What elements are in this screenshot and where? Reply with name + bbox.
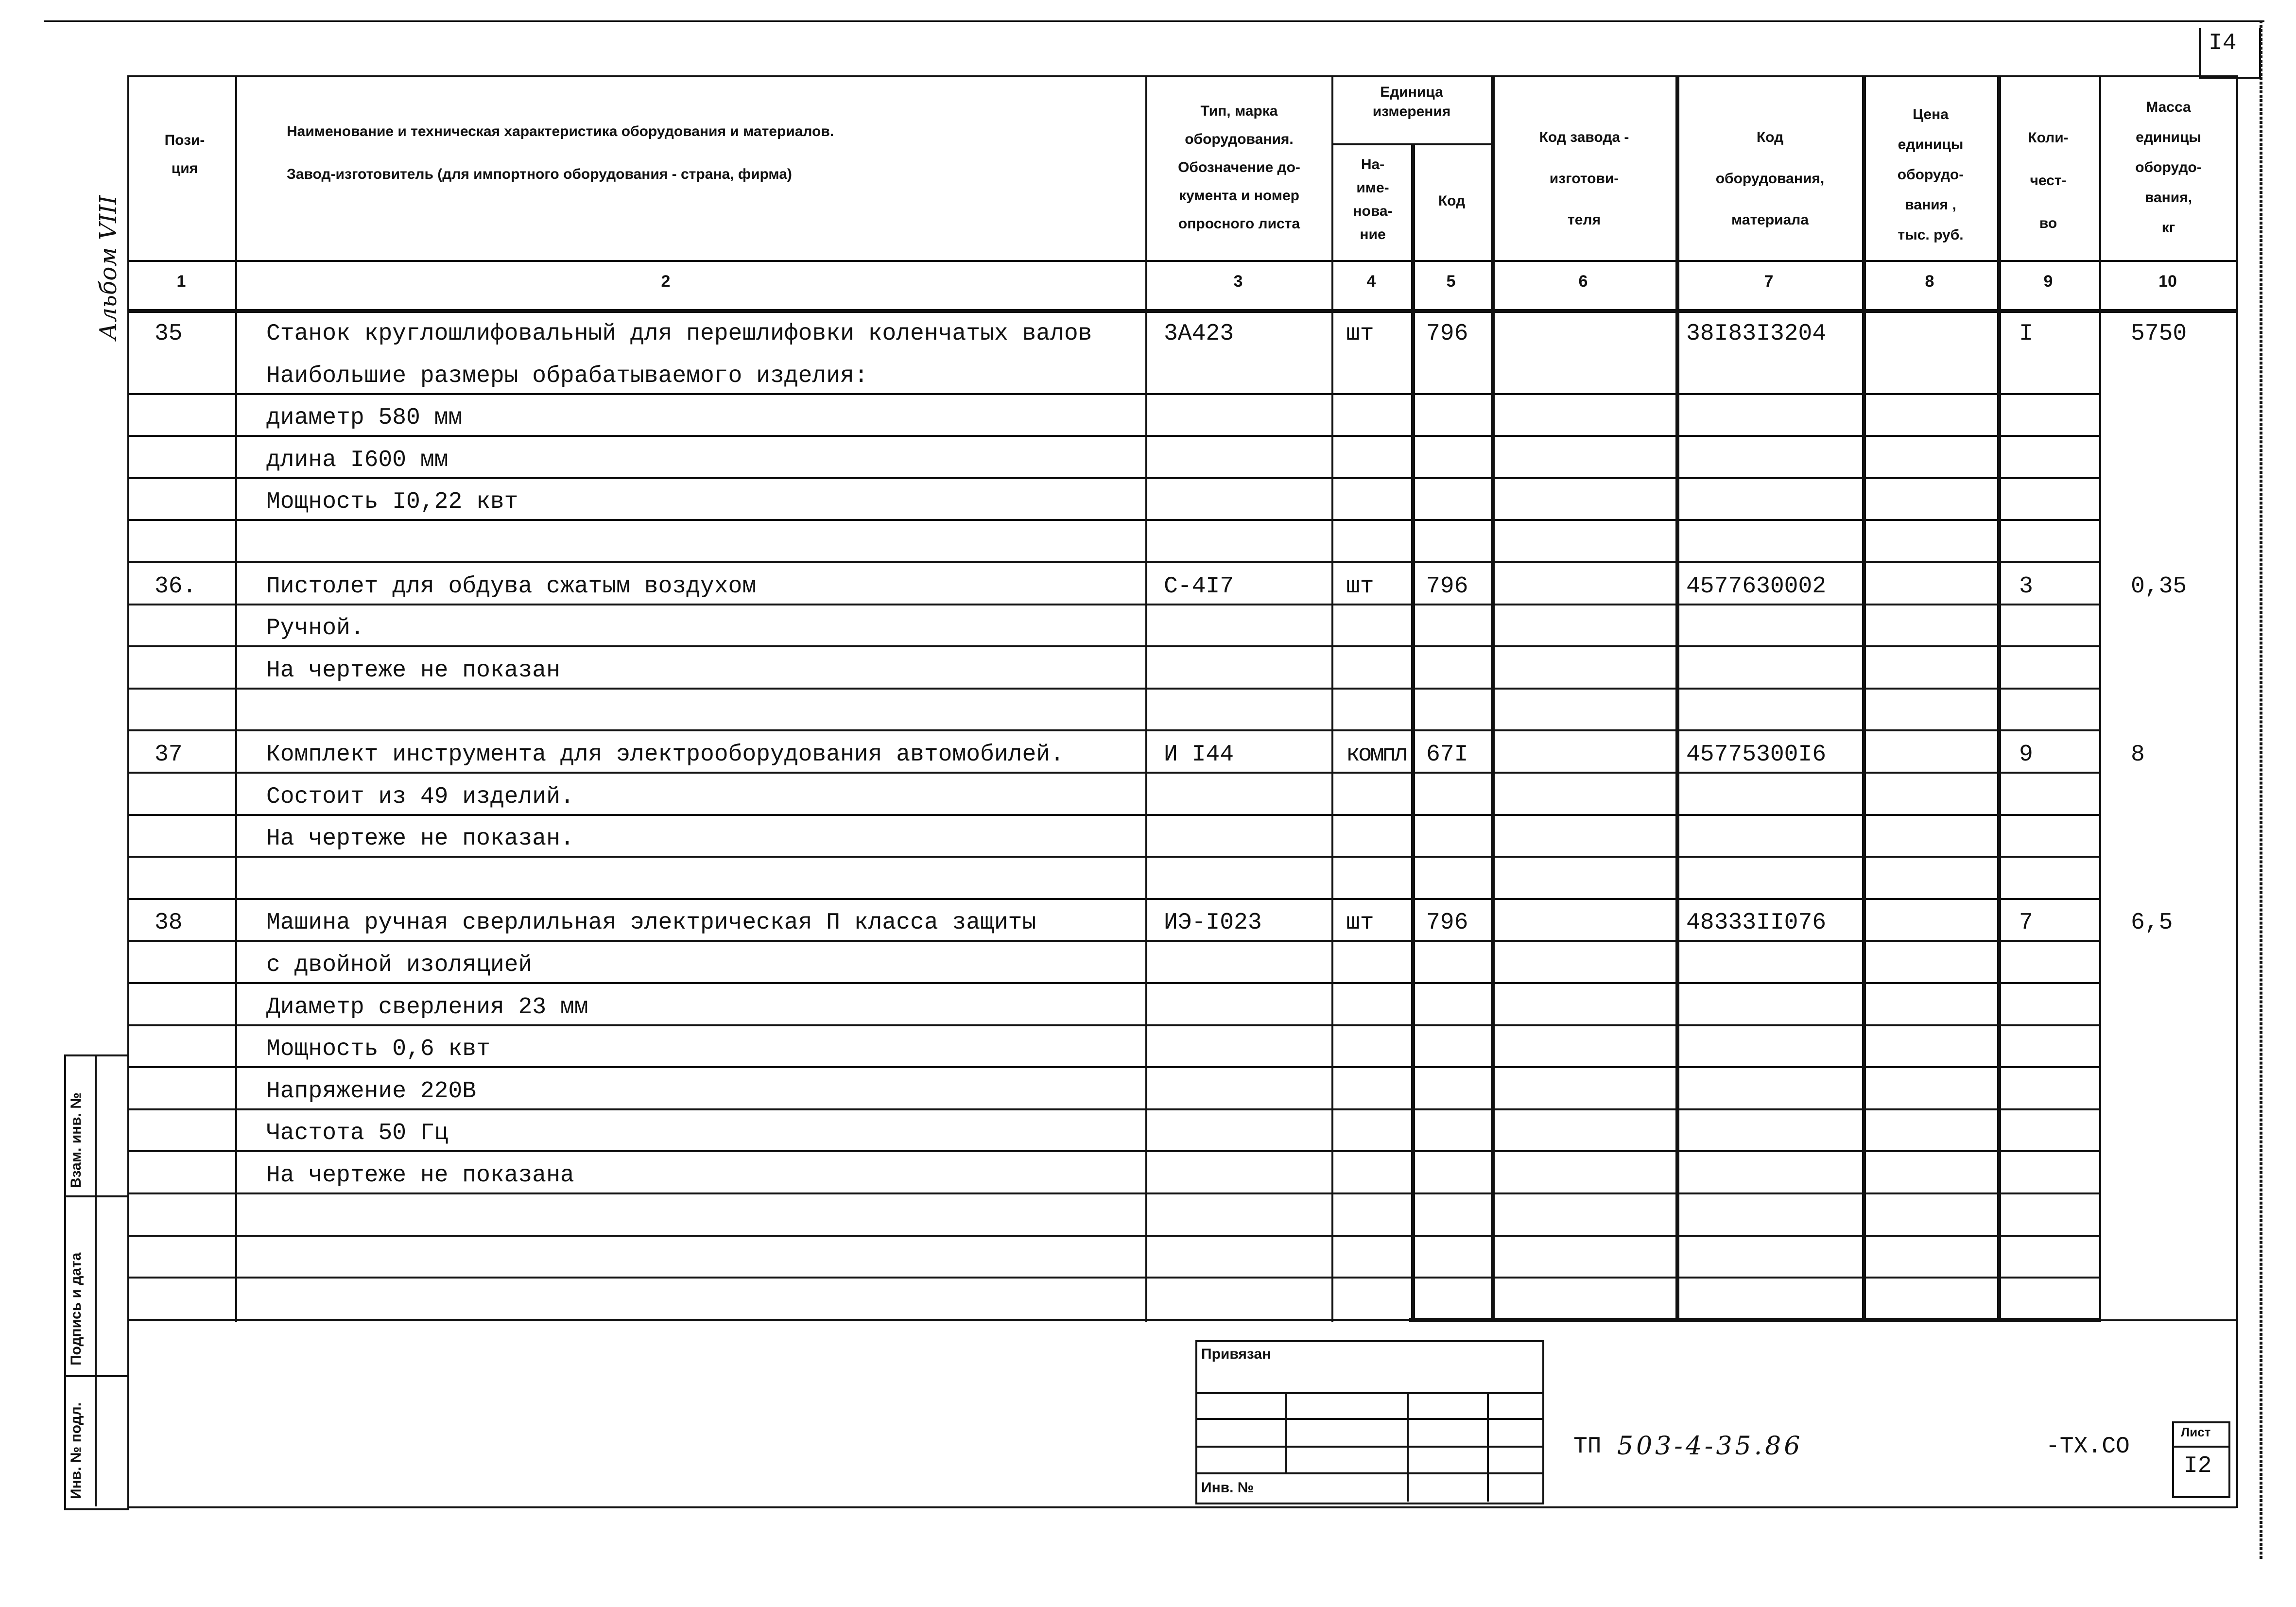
attached-stamp-line-4 — [1195, 1472, 1542, 1474]
row-line — [127, 1277, 2100, 1279]
inv-label: Инв. № — [1201, 1480, 1254, 1496]
row-line — [127, 477, 2100, 479]
table-bottom-line — [127, 1506, 2236, 1508]
row-unit: шт — [1346, 573, 1374, 600]
col-line-5 — [1491, 75, 1495, 1322]
unit-subheader-line — [1331, 143, 1491, 145]
header-bottom-line — [127, 260, 2236, 262]
row-line — [127, 604, 2100, 605]
attached-stamp-line-3 — [1195, 1446, 1542, 1448]
doc-code-main: 503-4-35.86 — [1617, 1432, 1803, 1461]
row-name: Ручной. — [266, 615, 364, 642]
col-num-6: 6 — [1578, 272, 1588, 291]
row-line — [127, 982, 2100, 984]
sheet-box-divider — [2172, 1446, 2228, 1448]
attached-label: Привязан — [1201, 1346, 1271, 1362]
row-unit: шт — [1346, 910, 1374, 936]
top-border-line — [44, 20, 2264, 22]
row-position: 37 — [155, 742, 183, 768]
header-type: Тип, марка оборудования. Обозначение до- кумента и номер опросного листа — [1178, 103, 1300, 232]
row-line — [127, 645, 2100, 647]
row-mass: 6,5 — [2131, 910, 2173, 936]
row-line — [127, 1024, 2100, 1026]
table-right-line — [2236, 75, 2238, 1508]
row-type: ИЭ-I023 — [1164, 910, 1262, 936]
row-name: Мощность 0,6 квт — [266, 1036, 490, 1063]
row-line — [127, 1319, 2100, 1321]
side-stamp-label-inv: Инв. № подл. — [68, 1402, 84, 1499]
row-line — [127, 1066, 2100, 1068]
row-line — [127, 393, 2100, 395]
row-line — [127, 814, 2100, 816]
sheet-label: Лист — [2181, 1425, 2211, 1439]
row-position: 35 — [155, 321, 183, 347]
col-line-9 — [2099, 75, 2101, 1322]
row-line — [127, 856, 2100, 858]
row-name: длина I600 мм — [266, 447, 449, 473]
header-pos: Пози- ция — [164, 132, 205, 176]
row-unit: шт — [1346, 321, 1374, 347]
row-name: На чертеже не показан. — [266, 826, 574, 852]
header-unit: Единица измерения — [1372, 84, 1451, 120]
row-name: Мощность I0,22 квт — [266, 489, 518, 516]
attached-stamp-col-2 — [1407, 1392, 1409, 1502]
row-line — [127, 1108, 2100, 1110]
row-quantity: 3 — [2019, 573, 2033, 600]
header-mass: Масса единицы оборудо- вания, кг — [2135, 99, 2202, 236]
row-unit-code: 796 — [1426, 321, 1468, 347]
col-line-3 — [1331, 75, 1333, 1322]
header-unit-name: На- име- нова- ние — [1353, 156, 1393, 242]
row-name: Диаметр сверления 23 мм — [266, 994, 588, 1020]
row-line — [127, 772, 2100, 774]
corner-sheet-number: I4 — [2209, 30, 2237, 56]
col-num-9: 9 — [2043, 272, 2053, 291]
col-line-7 — [1862, 75, 1866, 1322]
col-num-10: 10 — [2158, 272, 2177, 291]
header-qty: Коли- чест- во — [2028, 130, 2069, 231]
table-top-line — [127, 75, 2236, 77]
row-equipment-code: 4577630002 — [1686, 573, 1827, 600]
row-unit-code: 796 — [1426, 910, 1468, 936]
row-name: Комплект инструмента для электрооборудования автомобилей. — [266, 742, 1064, 768]
doc-code-prefix: ТП — [1573, 1434, 1602, 1460]
row-equipment-code: 48333II076 — [1686, 910, 1827, 936]
row-name: Наибольшие размеры обрабатываемого изделия: — [266, 363, 868, 389]
row-line — [127, 898, 2100, 900]
col-num-7: 7 — [1764, 272, 1774, 291]
col-num-1: 1 — [176, 272, 186, 291]
row-name: Частота 50 Гц — [266, 1120, 449, 1147]
row-unit-code: 796 — [1426, 573, 1468, 600]
row-name: Станок круглошлифовальный для перешлифовки коленчатых валов — [266, 321, 1092, 347]
header-equip-code: Код оборудования, материала — [1715, 129, 1825, 228]
row-name: Машина ручная сверлильная электрическая П класса защиты — [266, 910, 1036, 936]
row-line — [127, 435, 2100, 437]
row-type: 3А423 — [1164, 321, 1234, 347]
col-line-8 — [1997, 75, 2001, 1322]
row-unit: компл — [1346, 742, 1407, 768]
col-line-2 — [1145, 75, 1147, 1322]
album-label: Альбом VIII — [95, 195, 122, 340]
header-name: Наименование и техническая характеристика оборудования и материалов. Завод-изготовитель (для импортного оборудования - страна, фирма) — [287, 123, 834, 182]
row-unit-code: 67I — [1426, 742, 1468, 768]
row-quantity: I — [2019, 321, 2033, 347]
header-mfr-code: Код завода - изготови- теля — [1539, 129, 1629, 228]
row-equipment-code: 38I83I3204 — [1686, 321, 1827, 347]
row-name: На чертеже не показан — [266, 657, 560, 684]
row-line — [127, 940, 2100, 942]
col-line-6 — [1675, 75, 1679, 1322]
attached-stamp-line-2 — [1195, 1418, 1542, 1420]
col-num-2: 2 — [661, 272, 671, 291]
row-position: 36. — [155, 573, 197, 600]
attached-stamp-col-3 — [1487, 1392, 1489, 1502]
col-line-4 — [1411, 143, 1415, 1322]
row-name: Напряжение 220В — [266, 1078, 477, 1105]
row-type: И I44 — [1164, 742, 1234, 768]
row-mass: 5750 — [2131, 321, 2187, 347]
side-stamp-row-line-2 — [64, 1375, 127, 1377]
row-name: На чертеже не показана — [266, 1162, 574, 1189]
row-line — [127, 1235, 2100, 1237]
row-name: Состоит из 49 изделий. — [266, 783, 574, 810]
row-line — [127, 561, 2100, 563]
row-position: 38 — [155, 910, 183, 936]
row-type: С-4I7 — [1164, 573, 1234, 600]
row-mass: 0,35 — [2131, 573, 2187, 600]
col-num-5: 5 — [1446, 272, 1456, 291]
row-name: диаметр 580 мм — [266, 405, 463, 432]
doc-code-suffix: -ТХ.СО — [2046, 1434, 2130, 1460]
row-mass: 8 — [2131, 742, 2145, 768]
header-unit-code: Код — [1438, 193, 1466, 209]
col-line-1 — [235, 75, 237, 1322]
row-line — [127, 519, 2100, 521]
sheet-number: I2 — [2184, 1453, 2212, 1479]
col-num-8: 8 — [1925, 272, 1934, 291]
row-line — [127, 1192, 2100, 1194]
row-line — [127, 1150, 2100, 1152]
col-num-4: 4 — [1366, 272, 1376, 291]
row-name: с двойной изоляцией — [266, 952, 533, 978]
side-stamp-label-replaced: Взам. инв. № — [68, 1092, 84, 1188]
row-line — [127, 729, 2100, 731]
row-line — [127, 688, 2100, 690]
column-numbers-bottom-line — [127, 309, 2236, 313]
attached-stamp-line-1 — [1195, 1392, 1542, 1394]
row-quantity: 9 — [2019, 742, 2033, 768]
row-quantity: 7 — [2019, 910, 2033, 936]
side-stamp-divider — [95, 1054, 97, 1506]
col-num-3: 3 — [1233, 272, 1243, 291]
side-stamp-label-signature: Подпись и дата — [68, 1252, 84, 1365]
side-stamp-row-line-1 — [64, 1195, 127, 1197]
attached-stamp-col-1 — [1285, 1392, 1287, 1472]
row-name: Пистолет для обдува сжатым воздухом — [266, 573, 757, 600]
header-price: Цена единицы оборудо- вания , тыс. руб. — [1897, 106, 1964, 243]
right-border-line — [2260, 20, 2262, 1559]
row-equipment-code: 45775300I6 — [1686, 742, 1827, 768]
